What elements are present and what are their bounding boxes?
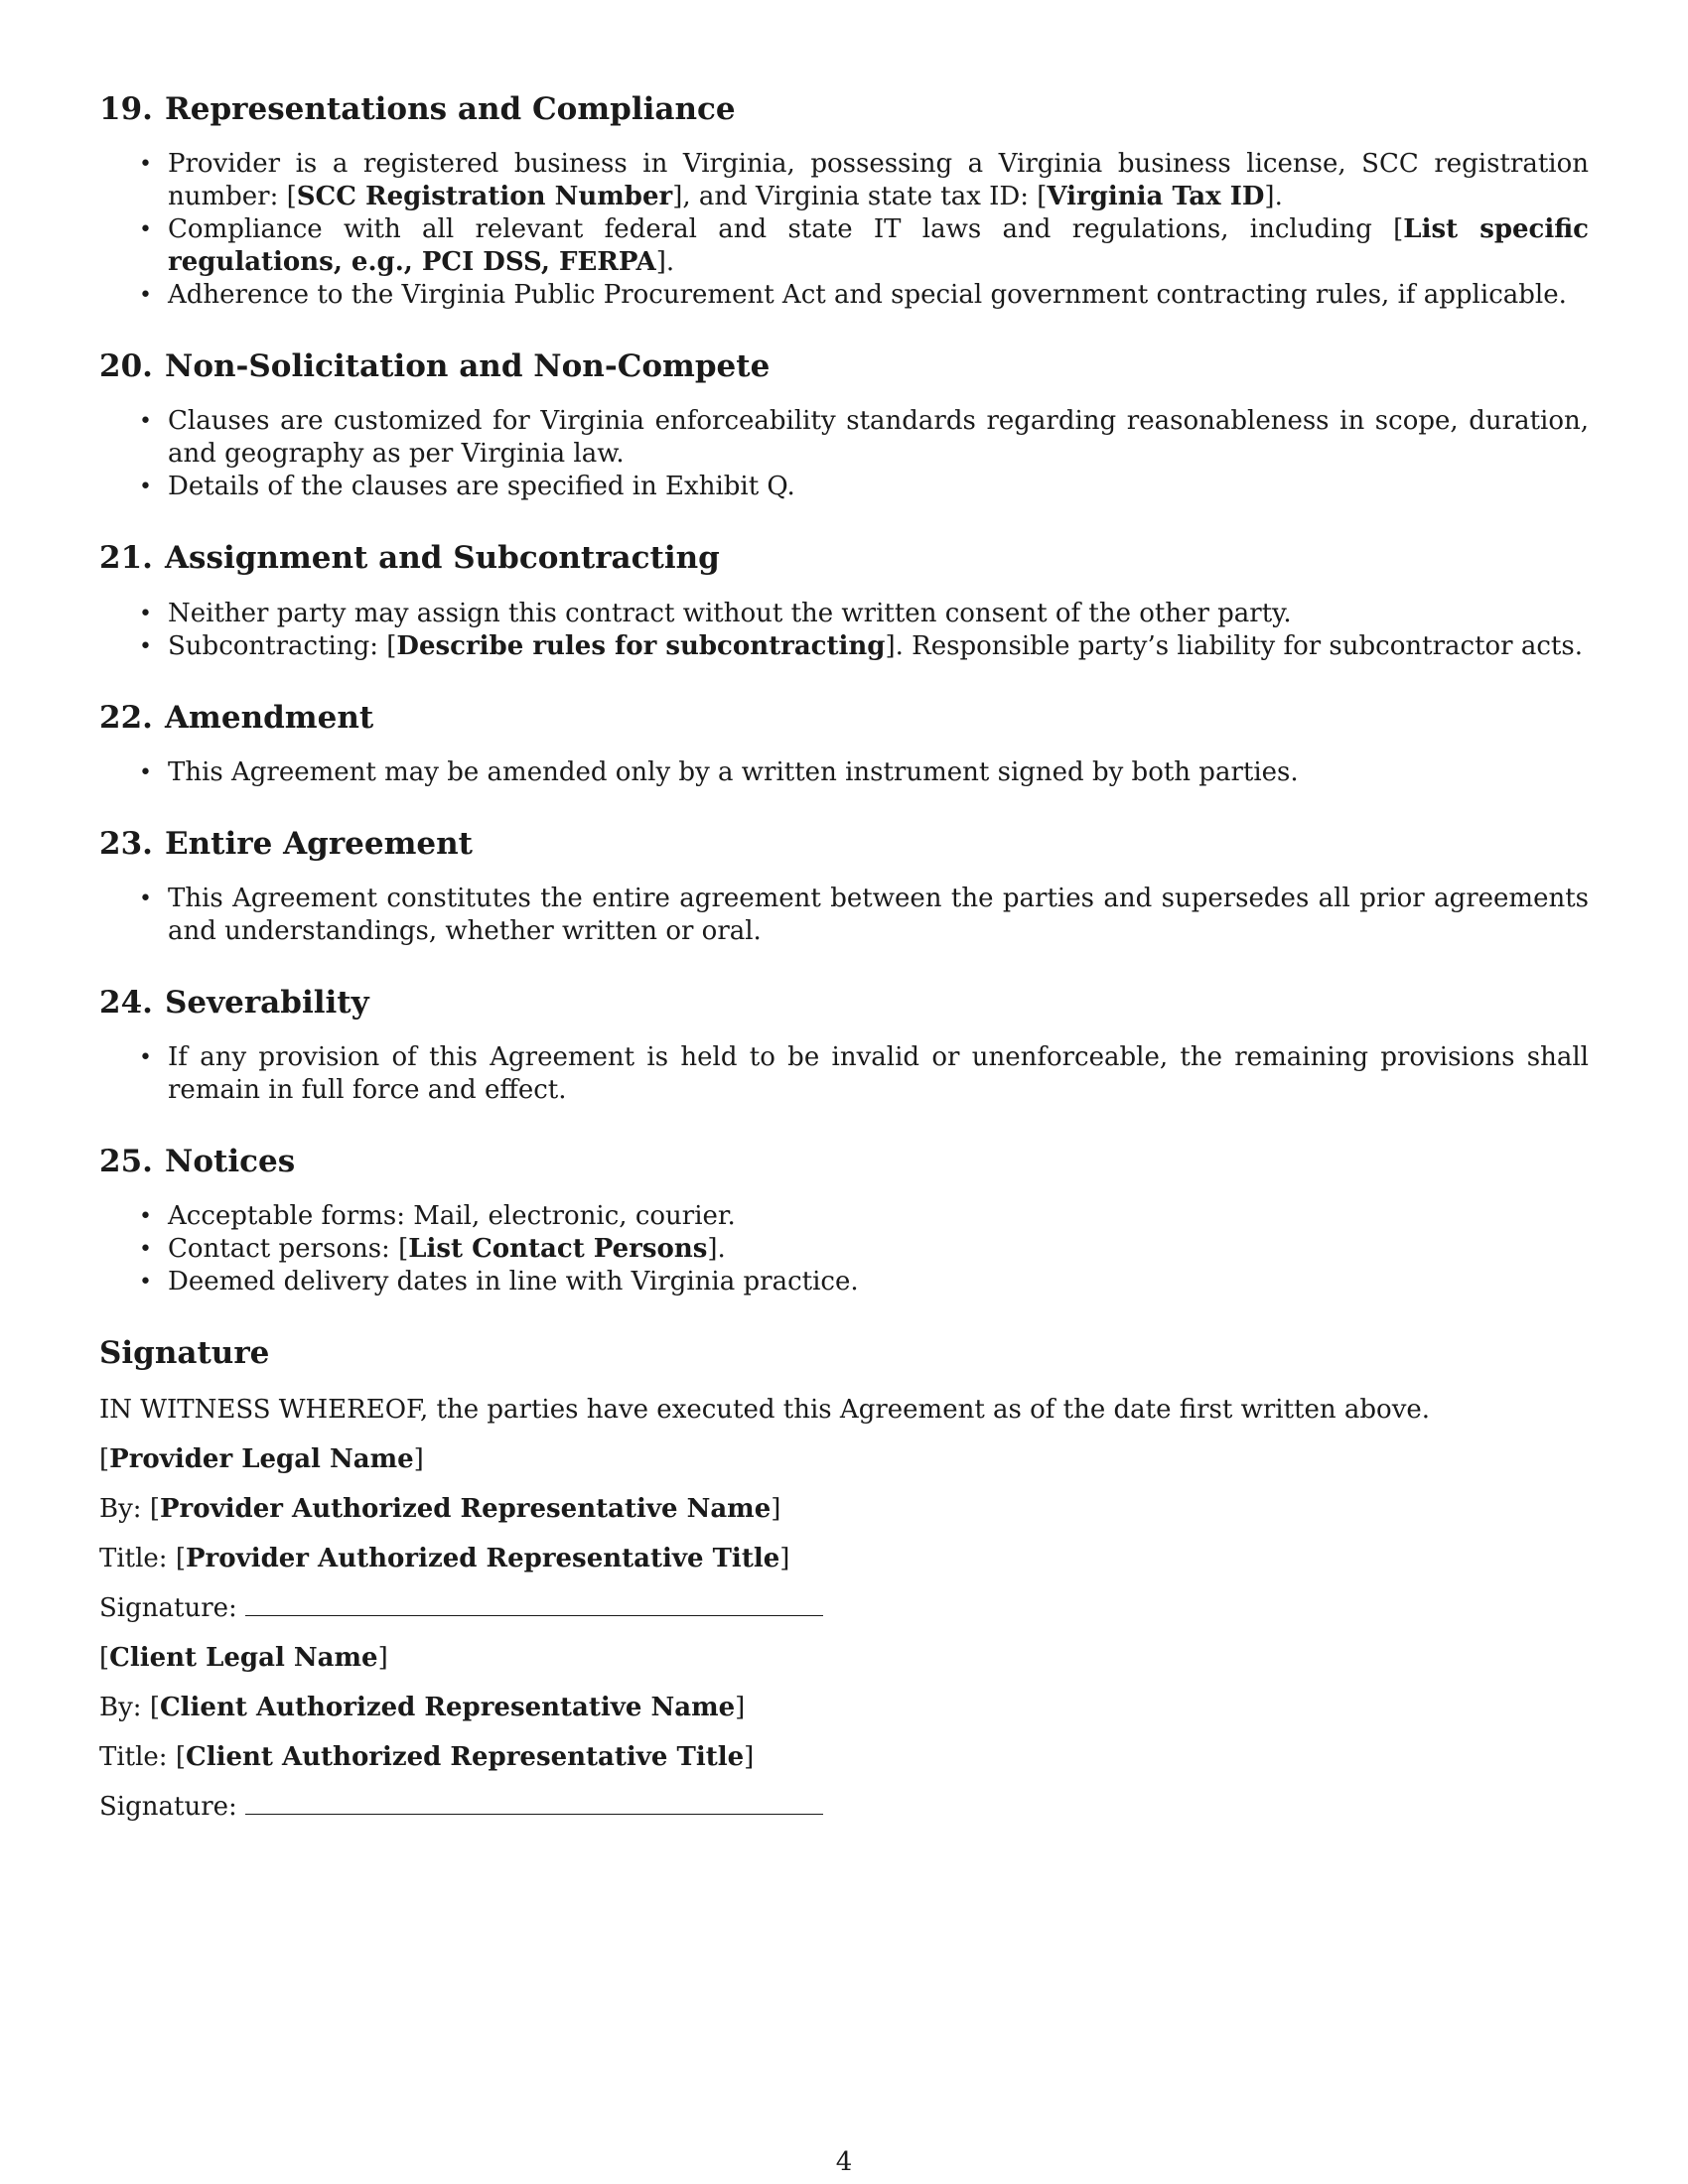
bullet-list — [99, 756, 1589, 789]
signature-line — [99, 1791, 1589, 1824]
signature-label: Signature: — [99, 1791, 246, 1822]
section-heading — [99, 348, 1589, 385]
section-title: Notices — [165, 1144, 296, 1180]
signature-blank-rule — [245, 1593, 823, 1616]
section-title: Representations and Compliance — [165, 91, 736, 127]
section-heading — [99, 540, 1589, 577]
party-legal-name: [Client Legal Name] — [99, 1642, 388, 1673]
section-25 — [99, 1144, 1589, 1298]
by-label: By: — [99, 1692, 150, 1722]
representative-name-placeholder: Client Authorized Representative Name — [159, 1692, 736, 1722]
bullet-icon: • — [139, 1204, 152, 1230]
title-line: Title: [Client Authorized Representative Title] — [99, 1741, 755, 1772]
title-label: Title: — [99, 1741, 176, 1772]
signature-label: Signature: — [99, 1592, 246, 1623]
body-text: ]. — [655, 247, 675, 278]
body-text: Neither party may assign this contract without the written consent of the other party. — [168, 598, 1292, 628]
placeholder-text: Virginia Tax ID — [1047, 182, 1265, 212]
section-heading — [99, 826, 1589, 863]
list-item — [99, 1041, 1589, 1107]
body-text: Details of the clauses are specified in Exhibit Q. — [168, 472, 795, 502]
body-text: ]. — [1264, 182, 1283, 212]
section-title: Assignment and Subcontracting — [165, 540, 720, 577]
party-name-placeholder: Provider Legal Name — [109, 1443, 414, 1474]
list-item — [99, 756, 1589, 789]
section-22 — [99, 700, 1589, 789]
bullet-list — [99, 1200, 1589, 1298]
placeholder-text: List Contact Persons — [408, 1234, 708, 1265]
representative-title-placeholder: Client Authorized Representative Title — [186, 1741, 745, 1772]
list-item — [99, 405, 1589, 471]
bullet-icon: • — [139, 886, 152, 911]
bullet-icon: • — [139, 759, 152, 785]
bullet-icon: • — [139, 409, 152, 435]
bullet-icon: • — [139, 633, 152, 659]
section-heading — [99, 700, 1589, 737]
section-20 — [99, 348, 1589, 503]
document-page — [99, 91, 1589, 1841]
section-21 — [99, 540, 1589, 662]
body-text: If any provision of this Agreement is held to be invalid or unenforceable, the remaining provisions shall remain in full force and effect. — [168, 1042, 1589, 1106]
representative-title-placeholder: Provider Authorized Representative Title — [186, 1543, 780, 1573]
list-item — [99, 598, 1589, 630]
body-text: Subcontracting: [ — [168, 630, 397, 661]
section-number: 23. — [99, 825, 153, 862]
signature-area — [99, 1335, 1589, 1823]
signature-blank-rule — [245, 1792, 823, 1815]
signature-heading: Signature — [99, 1335, 270, 1372]
party-legal-name: [Provider Legal Name] — [99, 1443, 424, 1474]
witness-statement: IN WITNESS WHEREOF, the parties have executed this Agreement as of the date first written above. — [99, 1394, 1431, 1425]
list-item — [99, 1233, 1589, 1266]
body-text: Compliance with all relevant federal and state IT laws and regulations, including [ — [168, 214, 1404, 245]
bullet-icon: • — [139, 1237, 152, 1263]
body-text: ], and Virginia state tax ID: [ — [672, 182, 1048, 212]
placeholder-text: Describe rules for subcontracting — [396, 630, 886, 661]
bullet-list — [99, 405, 1589, 503]
list-item — [99, 1266, 1589, 1298]
body-text: Clauses are customized for Virginia enforceability standards regarding reasonableness in scope, duration, and geography as per Virginia law. — [168, 406, 1589, 470]
section-24 — [99, 985, 1589, 1107]
page-number: 4 — [835, 2147, 853, 2177]
list-item — [99, 471, 1589, 503]
body-text: ]. Responsible party’s liability for subcontractor acts. — [885, 630, 1583, 661]
by-line: By: [Client Authorized Representative Name] — [99, 1692, 746, 1722]
list-item — [99, 148, 1589, 213]
placeholder-text: List specific regulations, e.g., PCI DSS, FERPA — [168, 214, 1589, 278]
body-text: Contact persons: [ — [168, 1234, 409, 1265]
section-number: 21. — [99, 540, 153, 577]
bullet-list — [99, 1041, 1589, 1107]
list-item — [99, 883, 1589, 948]
list-item — [99, 630, 1589, 663]
body-text: Provider is a registered business in Virginia, possessing a Virginia business license, SCC registration number: [ — [168, 149, 1589, 212]
bullet-icon: • — [139, 283, 152, 309]
title-line: Title: [Provider Authorized Representative Title] — [99, 1543, 790, 1573]
bullet-icon: • — [139, 1270, 152, 1296]
title-label: Title: — [99, 1543, 176, 1573]
list-item — [99, 279, 1589, 312]
body-text: Deemed delivery dates in line with Virginia practice. — [168, 1267, 859, 1297]
section-heading — [99, 1144, 1589, 1180]
bullet-icon: • — [139, 217, 152, 243]
signature-line — [99, 1592, 1589, 1625]
body-text: This Agreement may be amended only by a written instrument signed by both parties. — [168, 756, 1299, 787]
signature-blocks — [99, 1443, 1589, 1824]
section-title: Severability — [165, 984, 369, 1021]
section-title: Amendment — [165, 699, 374, 736]
bullet-icon: • — [139, 601, 152, 626]
body-text: Adherence to the Virginia Public Procurement Act and special government contracting rules, if applicable. — [168, 280, 1567, 311]
section-number: 19. — [99, 91, 153, 127]
bullet-list — [99, 598, 1589, 663]
representative-name-placeholder: Provider Authorized Representative Name — [159, 1493, 772, 1524]
section-title: Non-Solicitation and Non-Compete — [165, 348, 771, 385]
list-item — [99, 213, 1589, 279]
section-number: 22. — [99, 699, 153, 736]
bullet-icon: • — [139, 152, 152, 178]
section-heading — [99, 91, 1589, 128]
section-number: 25. — [99, 1144, 153, 1180]
section-number: 20. — [99, 348, 153, 385]
section-title: Entire Agreement — [165, 825, 473, 862]
bullet-icon: • — [139, 1045, 152, 1071]
by-line: By: [Provider Authorized Representative Name] — [99, 1493, 781, 1524]
list-item — [99, 1200, 1589, 1233]
by-label: By: — [99, 1493, 150, 1524]
section-heading — [99, 985, 1589, 1022]
party-name-placeholder: Client Legal Name — [109, 1642, 378, 1673]
section-23 — [99, 826, 1589, 948]
bullet-list — [99, 883, 1589, 948]
section-19 — [99, 91, 1589, 312]
placeholder-text: SCC Registration Number — [296, 182, 673, 212]
section-number: 24. — [99, 984, 153, 1021]
body-text: This Agreement constitutes the entire agreement between the parties and supersedes all prior agreements and understandings, whether written or oral. — [168, 883, 1589, 946]
bullet-icon: • — [139, 475, 152, 500]
sections-container — [99, 91, 1589, 1298]
body-text: ]. — [707, 1234, 726, 1265]
body-text: Acceptable forms: Mail, electronic, courier. — [168, 1201, 736, 1232]
bullet-list — [99, 148, 1589, 312]
